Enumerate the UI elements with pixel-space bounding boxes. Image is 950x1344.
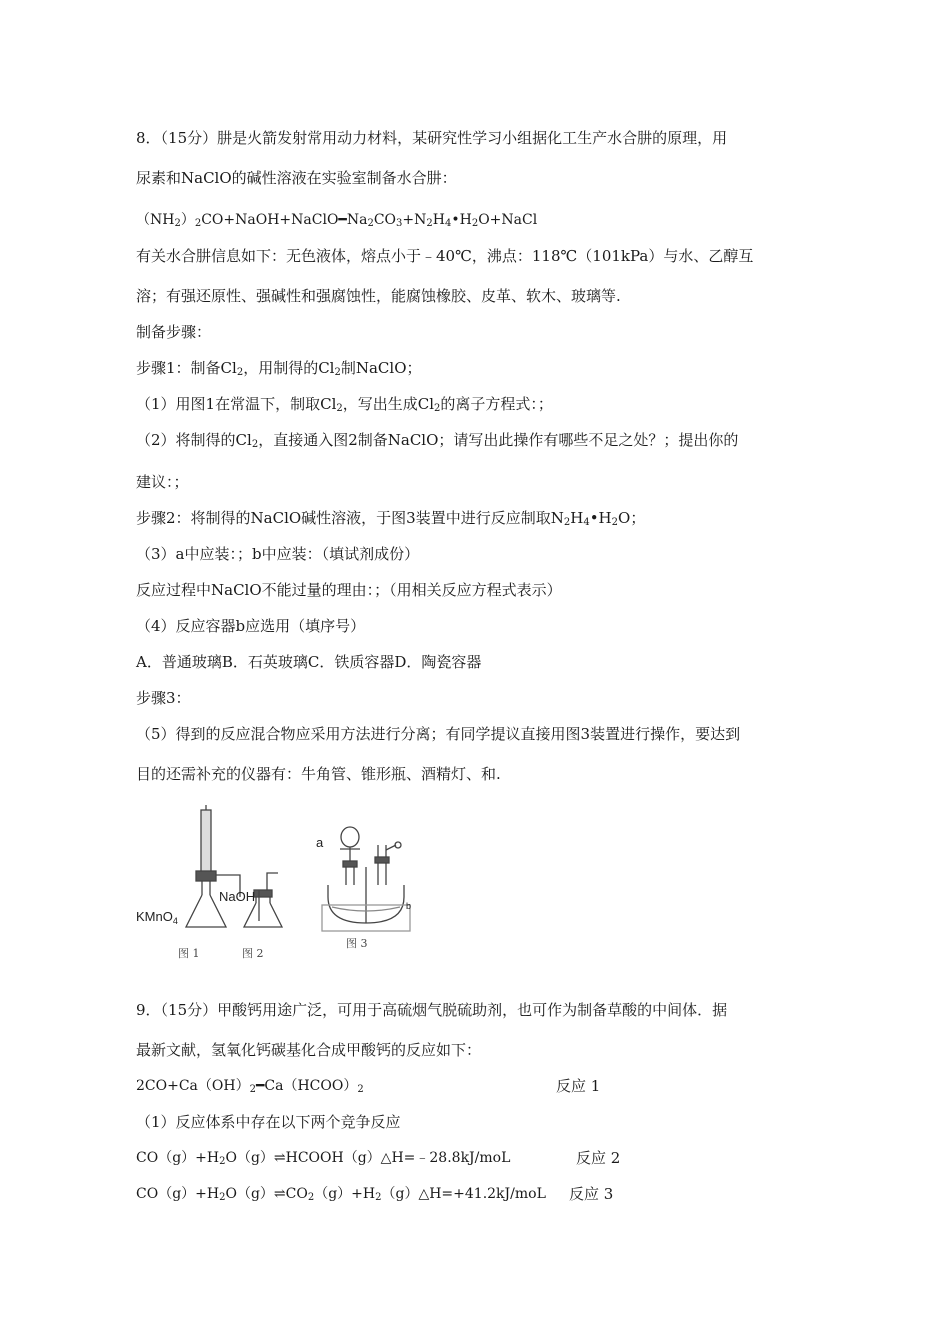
flask-b-label: b [406, 901, 412, 911]
q9-line1: 9．（15分）甲酸钙用途广泛，可用于高硫烟气脱硫助剂，也可作为制备草酸的中间体．据 [136, 1001, 728, 1019]
q9-reaction1: $2CO+Ca(OH)_2━Ca(HCOO)_2$ [136, 1078, 364, 1095]
q9-reaction2: $CO(g)+H_2O(g)\rightleftharpoons HCOOH(g)\triangle H=﹣28.8kJ$/moL [136, 1150, 511, 1167]
apparatus-figures [130, 805, 430, 965]
reaction1-label: 反应 1 [556, 1077, 601, 1095]
reaction3-label: 反应 3 [569, 1185, 614, 1203]
fig2-caption: 图 2 [242, 947, 264, 960]
funnel-a-label: a [316, 835, 324, 850]
q8-equation: $(NH_2)_2CO+NaOH+NaClO━Na_2CO_3+N_2H_4•H_2O+NaCl$ [136, 212, 538, 229]
fig3-caption: 图 3 [346, 937, 368, 950]
q9-line2: 最新文献，氢氧化钙碳基化合成甲酸钙的反应如下： [136, 1041, 482, 1059]
q9-reaction3: $CO(g)+H_2O(g)\rightleftharpoons CO_2(g)+H_2(g)\triangle H=+41.2kJ$/moL [136, 1186, 546, 1203]
q8-part5-line1: （5）得到的反应混合物应采用方法进行分离；有同学提议直接用图3装置进行操作，要达到 [136, 725, 741, 743]
q8-part5-line2: 目的还需补充的仪器有：牛角管、锥形瓶、酒精灯、和. [136, 765, 501, 783]
q8-options: A．普通玻璃B．石英玻璃C．铁质容器D．陶瓷容器 [136, 653, 482, 671]
apparatus-drawing [130, 805, 430, 965]
q8-info1: 有关水合肼信息如下：无色液体，熔点小于﹣40℃，沸点：118℃（101kPa）与水、乙醇互 [136, 247, 754, 265]
fig1-caption: 图 1 [178, 947, 200, 960]
q8-part1: （1）用图1在常温下，制取$Cl_2$，写出生成$Cl_2$的离子方程式：； [136, 395, 553, 414]
q8-step1: 步骤1：制备$Cl_2$，用制得的$Cl_2$制NaClO； [136, 359, 422, 378]
q8-step2: 步骤2：将制得的NaClO碱性溶液，于图3装置中进行反应制取$N_2H_4•H_2O$； [136, 509, 646, 528]
q8-step3: 步骤3： [136, 689, 191, 707]
q8-part3: （3）a中应装：；b中应装：（填试剂成份） [136, 545, 420, 563]
naoh-label: NaOH [219, 889, 256, 904]
q8-prep-steps: 制备步骤： [136, 323, 212, 341]
q8-line1: 8．（15分）肼是火箭发射常用动力材料，某研究性学习小组据化工生产水合肼的原理，用 [136, 129, 728, 147]
q9-part1: （1）反应体系中存在以下两个竞争反应 [136, 1113, 401, 1131]
q8-info2: 溶；有强还原性、强碱性和强腐蚀性，能腐蚀橡胶、皮革、软木、玻璃等. [136, 287, 621, 305]
reaction2-label: 反应 2 [576, 1149, 621, 1167]
kmno4-label: KMnO$_4$ [136, 909, 178, 926]
q8-part4: （4）反应容器b应选用（填序号） [136, 617, 366, 635]
q8-reason: 反应过程中NaClO不能过量的理由：；（用相关反应方程式表示） [136, 581, 562, 599]
q8-part2: （2）将制得的$Cl_2$，直接通入图2制备NaClO；请写出此操作有哪些不足之处？；提出你的 [136, 431, 739, 450]
q8-line2: 尿素和NaClO的碱性溶液在实验室制备水合肼： [136, 169, 457, 187]
q8-part2-line2: 建议：； [136, 473, 189, 491]
